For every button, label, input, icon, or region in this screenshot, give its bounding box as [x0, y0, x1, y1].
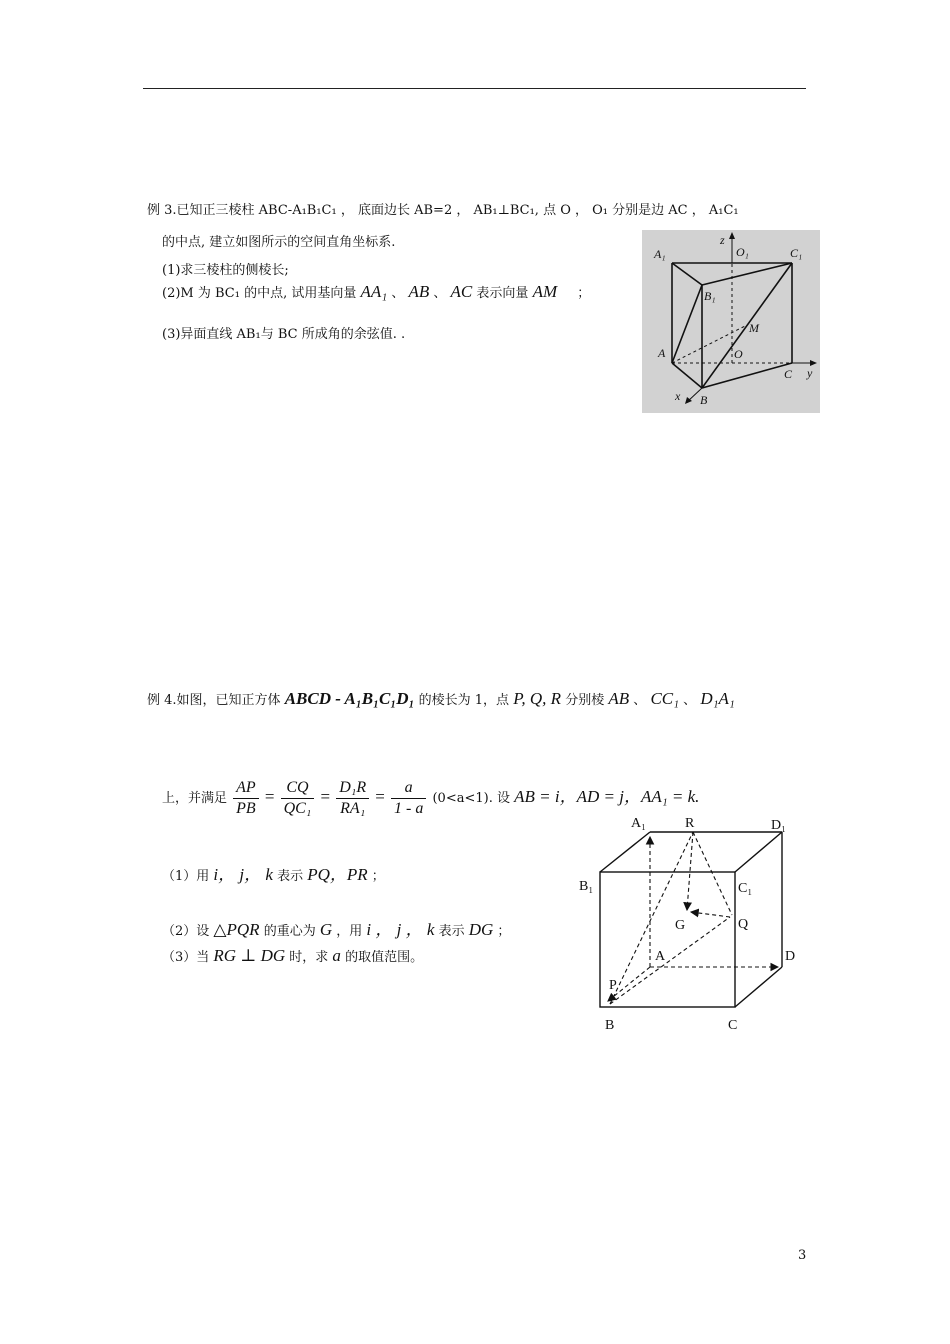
label-b1: B₁	[579, 879, 594, 894]
page-number: 3	[798, 1248, 807, 1263]
label-c: C	[728, 1018, 738, 1033]
ex3-q2: (2)M 为 BC₁ 的中点, 试用基向量 AA₁ 、 AB 、 AC 表示向量 AM ；	[162, 282, 591, 301]
vec-aa1: AA₁	[360, 282, 388, 301]
ex4-q2: （2）设 △PQR 的重心为 G ，用 i ， j ， k 表示 DG ；	[162, 920, 511, 939]
vec-ab: AB	[408, 282, 430, 301]
label-y: y	[807, 366, 813, 380]
points-pqr: P, Q, R	[513, 689, 562, 708]
ex3-line2: 的中点, 建立如图所示的空间直角坐标系.	[162, 235, 396, 250]
label-a: A	[655, 949, 666, 964]
ex3-q3: (3)异面直线 AB₁与 BC 所成角的余弦值. .	[162, 327, 406, 342]
label-q: Q	[738, 917, 749, 932]
label-c: C	[784, 367, 793, 381]
label-a1: A₁	[654, 247, 666, 261]
ex4-line2: 上，并满足 $\frac{AP}{PB}$ = $\frac{CQ}{\text{QC₁}}$ = $\frac{\text{D₁R}}{\text{RA₁}}$ = $\frac{a}{1 - a}$ (0<a<1). 设 AB = i，AD = j，AA₁ = k.	[162, 779, 700, 817]
label-b: B	[700, 393, 708, 407]
label-g: G	[675, 918, 686, 933]
label-a: A	[658, 346, 666, 360]
label-x: x	[675, 389, 681, 403]
label-p: P	[609, 978, 617, 993]
ex3-line1: 例 3.已知正三棱柱 ABC-A₁B₁C₁ ， 底面边长 AB=2 ， AB₁⊥BC₁, 点 O ， O₁ 分别是边 AC ， A₁C₁	[147, 203, 739, 218]
label-c1: C₁	[738, 881, 753, 896]
label-o1: O₁	[736, 245, 749, 259]
vec-ac: AC	[450, 282, 473, 301]
label-r: R	[685, 816, 695, 831]
vec-am: AM	[532, 282, 558, 301]
cube-figure	[575, 812, 805, 1037]
prism-figure	[642, 230, 820, 413]
ex4-line1: 例 4.如图，已知正方体 ABCD - A₁B₁C₁D₁ 的棱长为 1，点 P, Q, R 分别棱 AB 、 CC₁ 、 D₁A₁	[147, 689, 735, 708]
label-o: O	[734, 347, 743, 361]
label-d: D	[785, 949, 796, 964]
label-c1: C₁	[790, 246, 803, 260]
cube-name: ABCD - A₁B₁C₁D₁	[284, 689, 415, 708]
ex4-q3: （3）当 RG ⊥ DG 时，求 a 的取值范围。	[162, 946, 424, 965]
ex4-q1: （1）用 i， j， k 表示 PQ，PR ；	[162, 865, 385, 884]
label-m: M	[749, 321, 759, 335]
ex3-q1: (1)求三棱柱的侧棱长;	[162, 263, 289, 278]
header-rule	[143, 88, 806, 89]
vector-defs: AB = i，AD = j，AA₁ = k.	[514, 787, 700, 806]
label-b1: B₁	[704, 289, 716, 303]
label-a1: A₁	[631, 816, 646, 831]
label-z: z	[720, 233, 725, 247]
label-b: B	[605, 1018, 615, 1033]
label-d1: D₁	[771, 818, 786, 833]
